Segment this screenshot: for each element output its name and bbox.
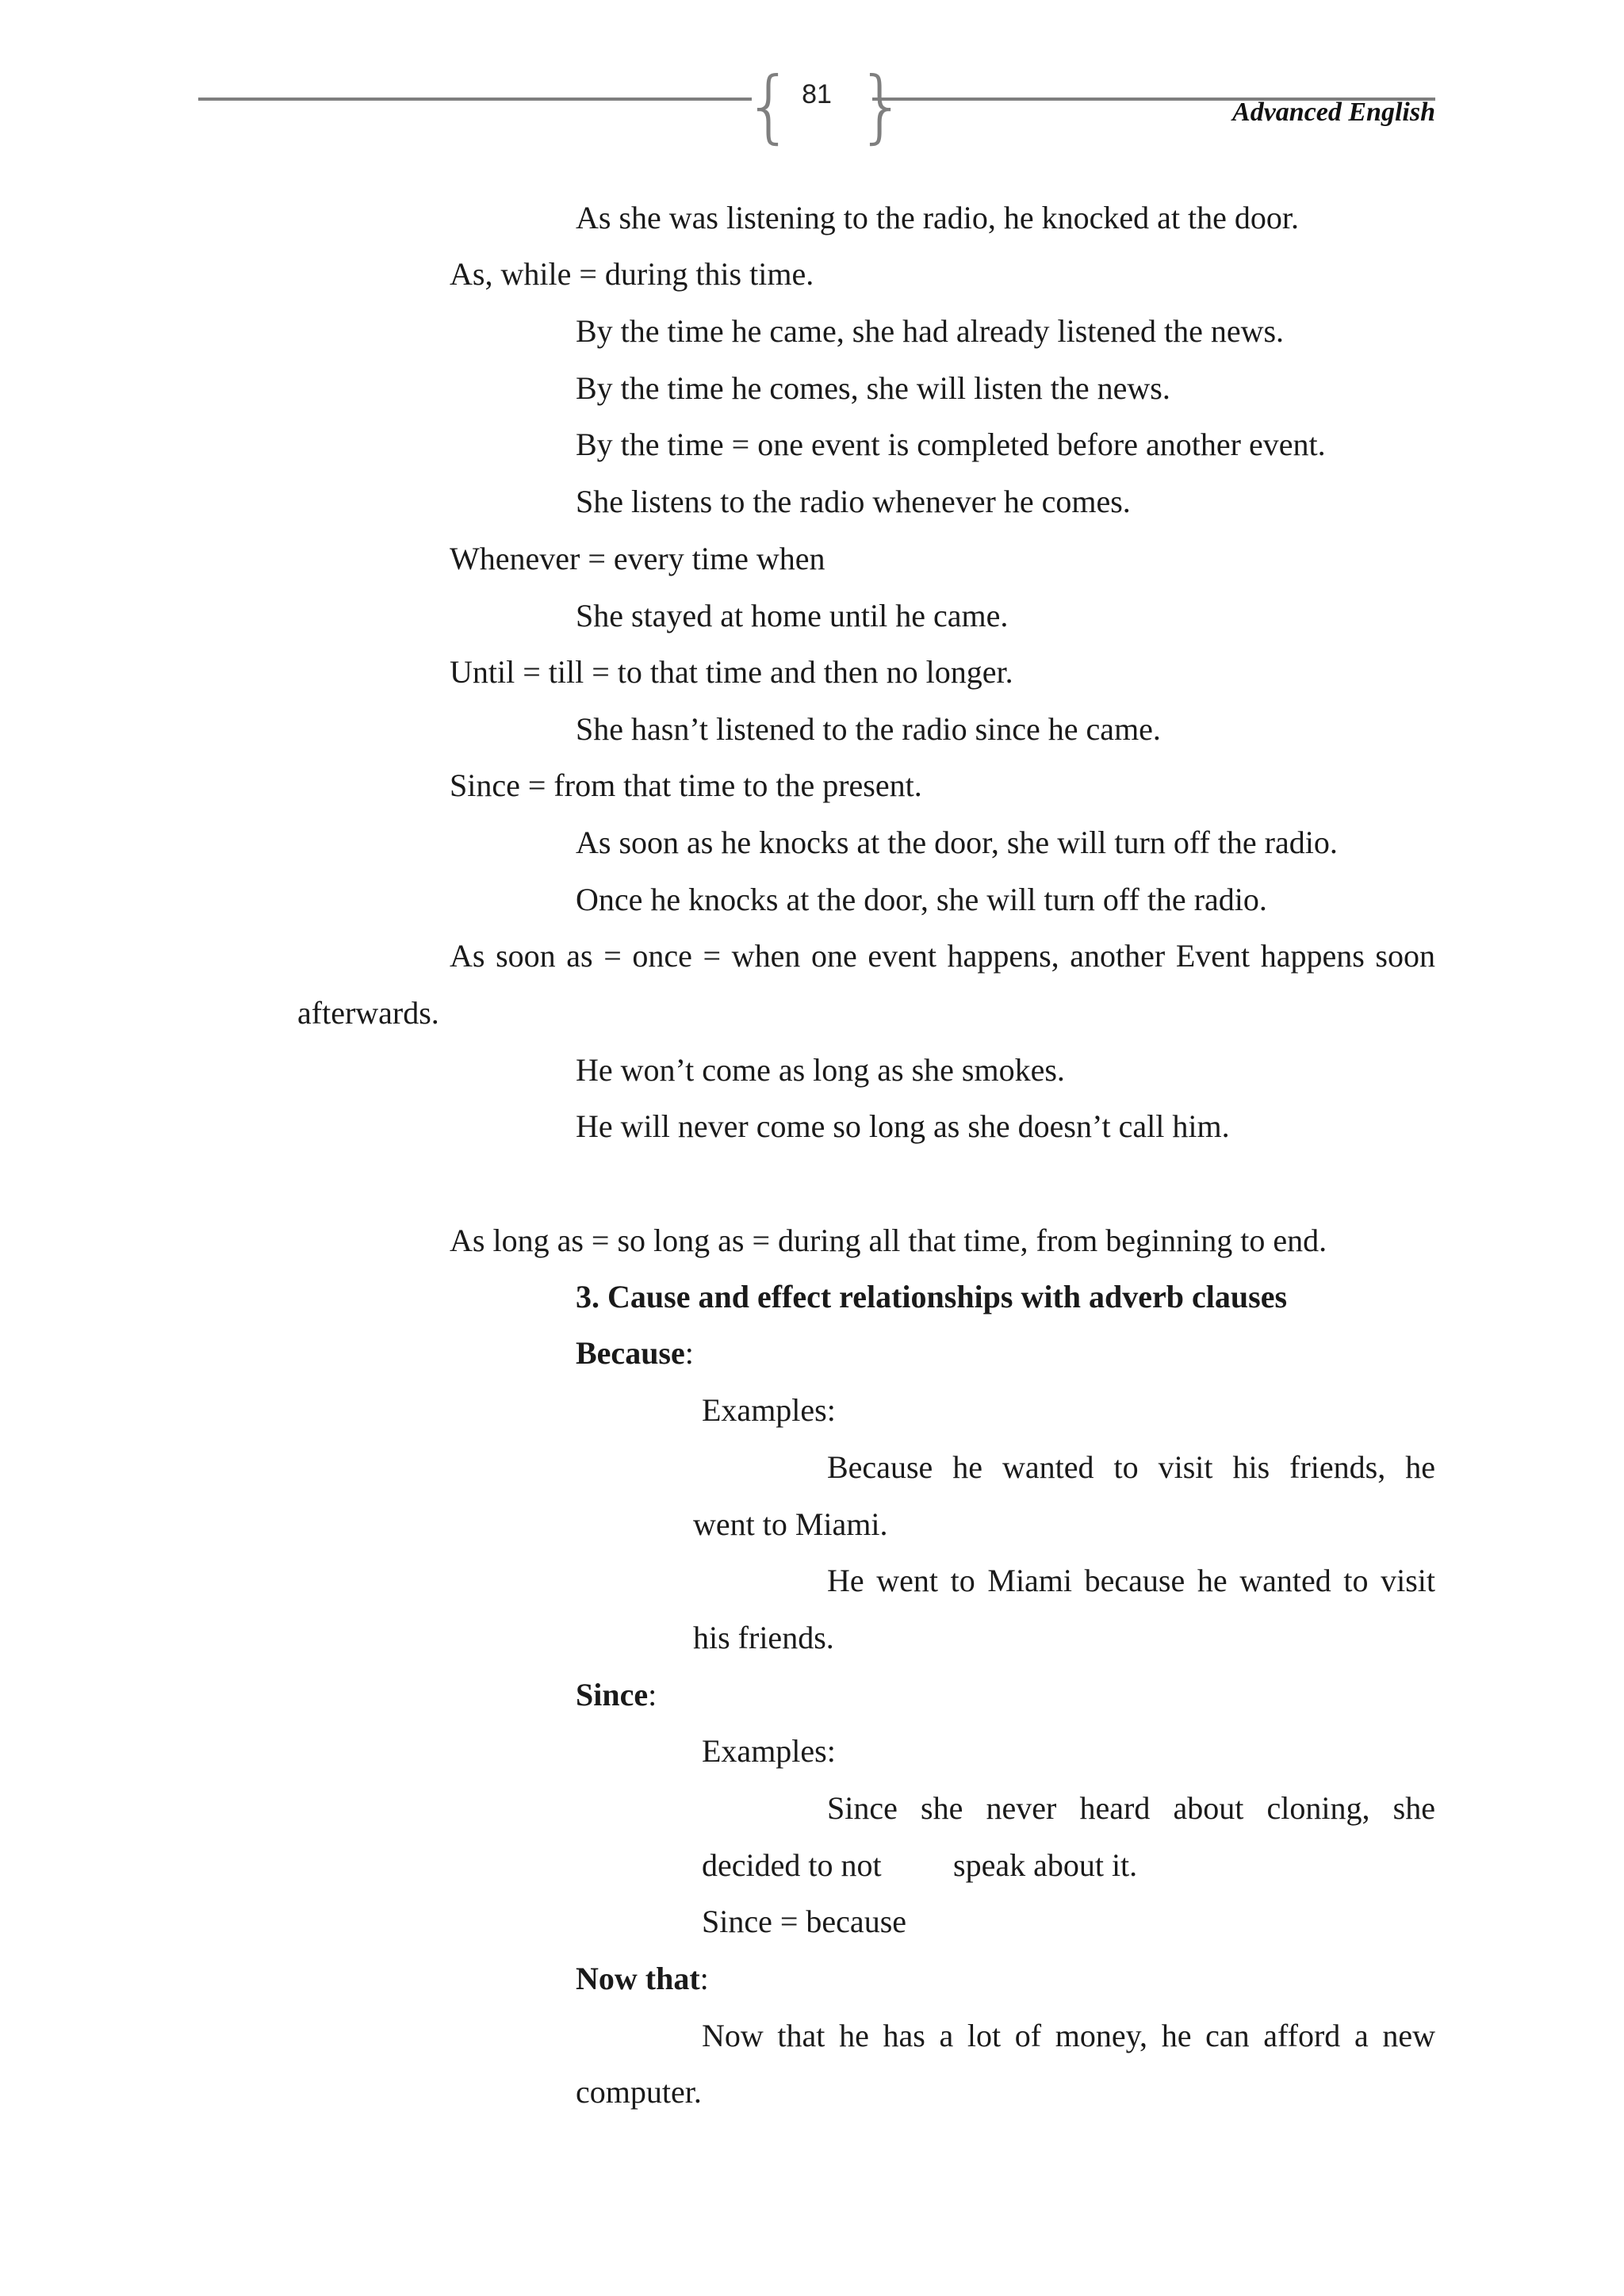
example-sentence: She stayed at home until he came.: [576, 598, 1009, 633]
definition-line: As, while = during this time.: [450, 256, 814, 292]
example-sentence-continued: went to Miami.: [693, 1506, 888, 1542]
right-bracket-ornament: }: [856, 59, 907, 152]
example-sentence-continued: his friends.: [693, 1620, 834, 1655]
page-number: 81: [802, 79, 832, 109]
definition-line: Since = from that time to the present.: [450, 767, 922, 803]
term-now-that: [576, 1963, 709, 1995]
example-sentence: He won’t come as long as she smokes.: [576, 1052, 1065, 1088]
definition-line: As soon as = once = when one event happens, another Event happens soon: [450, 938, 1435, 974]
examples-label: Examples:: [702, 1392, 836, 1428]
definition-line: By the time = one event is completed before another event.: [576, 427, 1326, 462]
example-sentence: He will never come so long as she doesn’t call him.: [576, 1108, 1230, 1144]
term-label: Since: [576, 1677, 649, 1712]
term-label: Now that: [576, 1961, 700, 1996]
term-colon: :: [648, 1677, 657, 1712]
examples-label: Examples:: [702, 1733, 836, 1769]
example-sentence: She listens to the radio whenever he comes.: [576, 484, 1131, 519]
definition-line: Since = because: [702, 1904, 907, 1939]
example-sentence: She hasn’t listened to the radio since he came.: [576, 711, 1161, 747]
definition-line: As long as = so long as = during all that time, from beginning to end.: [450, 1223, 1327, 1258]
left-bracket-ornament: {: [744, 59, 795, 152]
term-label: Because: [576, 1335, 685, 1371]
definition-line: Whenever = every time when: [450, 541, 825, 576]
header-rule-left: [198, 98, 752, 101]
example-sentence: Because he wanted to visit his friends, he: [827, 1449, 1435, 1485]
term-colon: :: [684, 1335, 694, 1371]
running-title: Advanced English: [1232, 98, 1435, 127]
example-sentence: As she was listening to the radio, he knocked at the door.: [576, 200, 1300, 235]
example-sentence: Now that he has a lot of money, he can afford a new: [702, 2018, 1435, 2053]
example-sentence: Since she never heard about cloning, she: [827, 1790, 1435, 1826]
term-since: [576, 1679, 657, 1711]
example-sentence: By the time he came, she had already listened the news.: [576, 313, 1285, 349]
section-heading: 3. Cause and effect relationships with adverb clauses: [576, 1279, 1288, 1314]
term-because: [576, 1337, 694, 1369]
term-colon: :: [699, 1961, 709, 1996]
example-sentence: As soon as he knocks at the door, she will turn off the radio.: [576, 825, 1338, 860]
example-sentence-continued: decided to not: [702, 1847, 882, 1883]
definition-line: Until = till = to that time and then no longer.: [450, 654, 1013, 690]
example-sentence: He went to Miami because he wanted to visit: [827, 1563, 1435, 1598]
example-sentence: Once he knocks at the door, she will turn off the radio.: [576, 882, 1267, 917]
example-sentence: By the time he comes, she will listen the news.: [576, 370, 1170, 406]
example-sentence-continued: computer.: [576, 2074, 702, 2110]
definition-line-continued: afterwards.: [297, 995, 439, 1031]
example-sentence-continued: speak about it.: [953, 1847, 1138, 1883]
